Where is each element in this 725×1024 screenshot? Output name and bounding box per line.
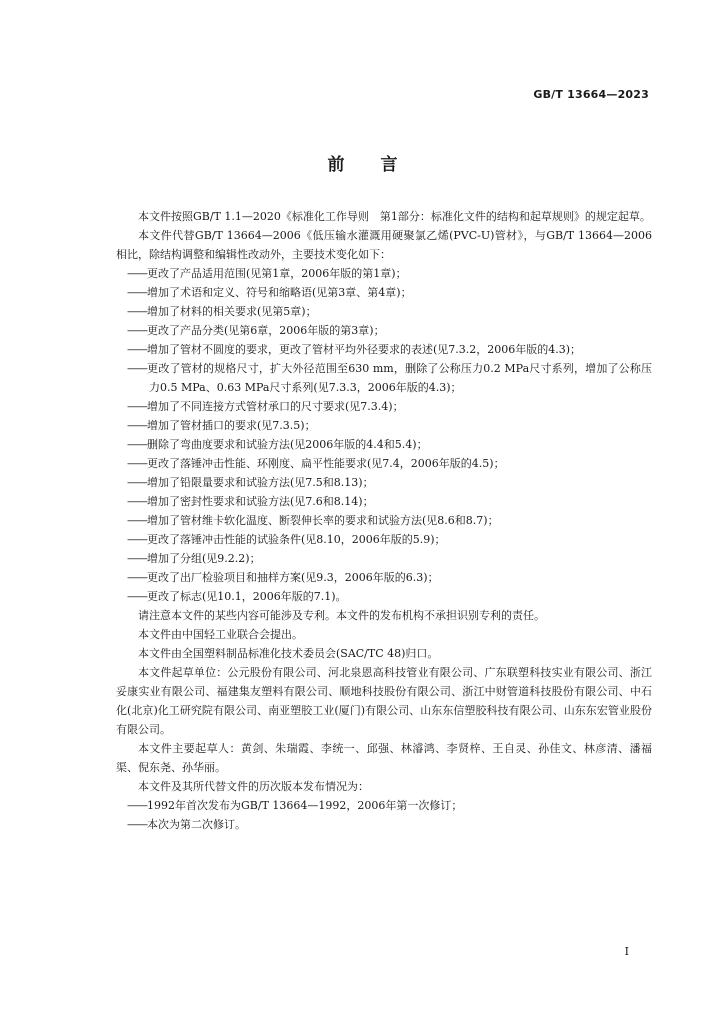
dash-marker: —— [127, 438, 147, 451]
paragraph: 本文件起草单位：公元股份有限公司、河北泉恩高科技管业有限公司、广东联塑科技实业有限公司、浙江妥康实业有限公司、福建集友塑料有限公司、顺地科技股份有限公司、浙江中财管道科技股份有限公司、中石化(北京)化工研究院有限公司、南亚塑胶工业(厦门)有限公司、山东东信塑胶科技有限公司、山东东宏管业股份有限公司。 [116, 666, 652, 736]
list-item [127, 340, 652, 359]
page-title: 前言 [327, 155, 434, 175]
list-item [127, 435, 652, 454]
list-item-text: 更改了落锤冲击性能、环刚度、扁平性能要求(见7.4，2006年版的4.5)； [147, 457, 505, 470]
list-item-text: 更改了产品适用范围(见第1章，2006年版的第1章)； [147, 267, 407, 280]
list-item-text: 1992年首次发布为GB/T 13664—1992，2006年第一次修订； [147, 799, 463, 812]
dash-marker: —— [127, 495, 147, 508]
list-item-text: 本次为第二次修订。 [147, 818, 246, 831]
dash-marker: —— [127, 324, 147, 337]
list-item [127, 454, 652, 473]
dash-marker: —— [127, 590, 147, 603]
paragraph: 本文件按照GB/T 1.1—2020《标准化工作导则 第1部分：标准化文件的结构和起草规则》的规定起草。 [138, 210, 651, 223]
dash-marker: —— [127, 286, 147, 299]
list-item-text: 增加了管材插口的要求(见7.3.5)； [147, 419, 316, 432]
dash-marker: —— [127, 305, 147, 318]
document-body [116, 207, 652, 834]
list-item [127, 796, 652, 815]
dash-marker: —— [127, 799, 147, 812]
list-item-text: 更改了产品分类(见第6章，2006年版的第3章)； [147, 324, 385, 337]
list-item [127, 492, 652, 511]
list-item [127, 511, 652, 530]
dash-marker: —— [127, 552, 147, 565]
list-item-text: 增加了材料的相关要求(见第5章)； [147, 305, 317, 318]
dash-marker: —— [127, 818, 147, 831]
list-item [127, 359, 652, 397]
list-item-text: 删除了弯曲度要求和试验方法(见2006年版的4.4和5.4)； [147, 438, 428, 451]
dash-marker: —— [127, 267, 147, 280]
list-item [127, 283, 652, 302]
list-item [127, 568, 652, 587]
list-item-text: 更改了标志(见10.1，2006年版的7.1)。 [147, 590, 347, 603]
paragraph: 本文件及其所代替文件的历次版本发布情况为： [138, 780, 369, 793]
paragraph: 请注意本文件的某些内容可能涉及专利。本文件的发布机构不承担识别专利的责任。 [138, 609, 545, 622]
dash-marker: —— [127, 362, 147, 375]
list-item [127, 397, 652, 416]
dash-marker: —— [127, 476, 147, 489]
list-item [127, 815, 652, 834]
list-item-text: 增加了管材不圆度的要求，更改了管材平均外径要求的表述(见7.3.2，2006年版的4.3)； [147, 343, 582, 356]
list-item [127, 302, 652, 321]
list-item-text: 更改了管材的规格尺寸，扩大外径范围至630 mm，删除了公称压力0.2 MPa尺寸系列，增加了公称压力0.5 MPa、0.63 MPa尺寸系列(见7.3.3，2006年版的4.3)； [147, 362, 652, 394]
list-item [127, 587, 652, 606]
paragraph: 本文件由中国轻工业联合会提出。 [138, 628, 303, 641]
list-item [127, 549, 652, 568]
list-item-text: 增加了铅限量要求和试验方法(见7.5和8.13)； [147, 476, 374, 489]
changes-list [116, 264, 652, 606]
list-item [127, 530, 652, 549]
intro-section [116, 207, 652, 264]
list-item [127, 473, 652, 492]
list-item-text: 更改了出厂检验项目和抽样方案(见9.3，2006年版的6.3)； [147, 571, 439, 584]
dash-marker: —— [127, 457, 147, 470]
history-list [116, 796, 652, 834]
paragraph: 本文件代替GB/T 13664—2006《低压输水灌溉用硬聚氯乙烯(PVC-U)管材》，与GB/T 13664—2006相比，除结构调整和编辑性改动外，主要技术变化如下： [116, 229, 652, 261]
after-section [116, 606, 652, 796]
dash-marker: —— [127, 571, 147, 584]
standard-code: GB/T 13664—2023 [533, 88, 649, 101]
paragraph: 本文件由全国塑料制品标准化技术委员会(SAC/TC 48)归口。 [138, 647, 439, 660]
list-item [127, 264, 652, 283]
dash-marker: —— [127, 419, 147, 432]
dash-marker: —— [127, 514, 147, 527]
paragraph: 本文件主要起草人：黄剑、朱瑞霞、李统一、邱强、林濬鸿、李贤梓、王自灵、孙佳文、林彦清、潘福渠、倪东尧、孙华丽。 [116, 742, 652, 774]
list-item-text: 增加了密封性要求和试验方法(见7.6和8.14)； [147, 495, 374, 508]
list-item [127, 321, 652, 340]
dash-marker: —— [127, 343, 147, 356]
list-item [127, 416, 652, 435]
dash-marker: —— [127, 400, 147, 413]
list-item-text: 增加了不同连接方式管材承口的尺寸要求(见7.3.4)； [147, 400, 404, 413]
list-item-text: 更改了落锤冲击性能的试验条件(见8.10，2006年版的5.9)； [147, 533, 446, 546]
list-item-text: 增加了管材维卡软化温度、断裂伸长率的要求和试验方法(见8.6和8.7)； [147, 514, 499, 527]
page-number: I [624, 945, 629, 958]
list-item-text: 增加了术语和定义、符号和缩略语(见第3章、第4章)； [147, 286, 412, 299]
dash-marker: —— [127, 533, 147, 546]
list-item-text: 增加了分组(见9.2.2)； [147, 552, 261, 565]
